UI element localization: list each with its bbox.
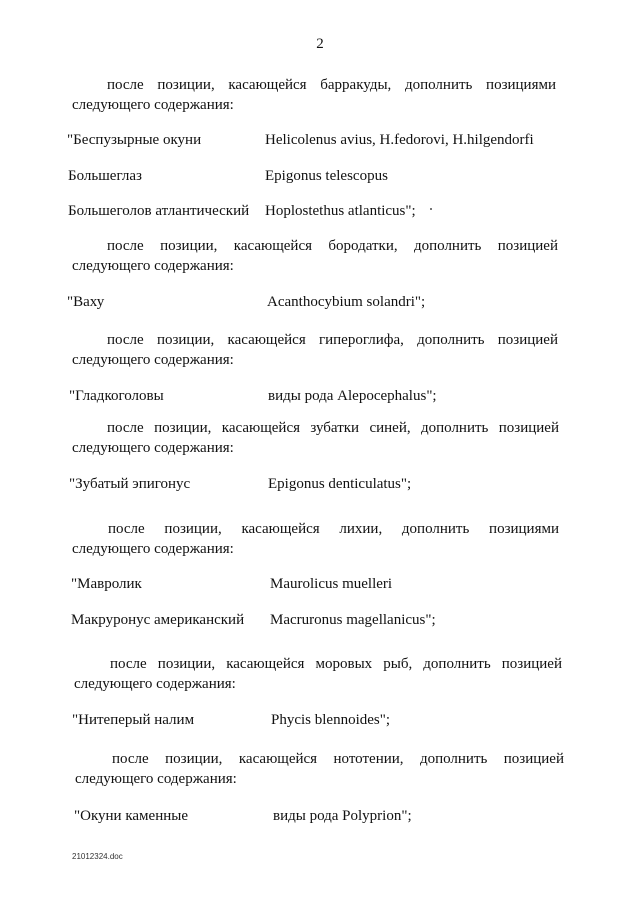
russian-name: "Нитеперый налим — [72, 712, 195, 728]
intro-line: после позиции, касающейся барракуды, дополнить позициями — [107, 77, 556, 93]
intro-line: после позиции, касающейся моровых рыб, дополнить позицией — [110, 656, 562, 672]
latin-name: виды рода Polyprion"; — [273, 808, 412, 824]
latin-name: Acanthocybium solandri"; — [267, 294, 426, 310]
page-number: 2 — [316, 36, 324, 52]
russian-name: "Окуни каменные — [74, 808, 188, 824]
russian-name: Большеглаз — [68, 168, 142, 184]
intro-line: следующего содержания: — [72, 541, 234, 557]
intro-line: следующего содержания: — [72, 440, 234, 456]
russian-name: Макруронус американский — [71, 612, 245, 628]
intro-line: следующего содержания: — [75, 771, 237, 787]
intro-paragraph — [72, 75, 556, 115]
intro-line: после позиции, касающейся нототении, дополнить позицией — [112, 751, 564, 767]
russian-name: "Беспузырные окуни — [67, 132, 202, 148]
intro-paragraph — [72, 330, 558, 370]
file-name-footer: 21012324.doc — [72, 852, 123, 861]
latin-name: Helicolenus avius, H.fedorovi, H.hilgendorfi — [265, 132, 534, 148]
russian-name: "Ваху — [67, 294, 105, 310]
intro-paragraph — [72, 519, 559, 559]
latin-name: Phycis blennoides"; — [271, 712, 391, 728]
russian-name: "Гладкоголовы — [69, 388, 164, 404]
intro-line: после позиции, касающейся бородатки, дополнить позицией — [107, 238, 558, 254]
russian-name: "Мавролик — [71, 576, 142, 592]
intro-line: после позиции, касающейся зубатки синей, дополнить позицией — [107, 420, 559, 436]
intro-line: следующего содержания: — [74, 676, 236, 692]
latin-name: Epigonus telescopus — [265, 168, 388, 184]
intro-line: следующего содержания: — [72, 352, 234, 368]
stray-mark — [430, 208, 432, 210]
russian-name: "Зубатый эпигонус — [69, 476, 191, 492]
latin-name: Hoplostethus atlanticus"; — [265, 203, 416, 219]
intro-line: после позиции, касающейся гипероглифа, дополнить позицией — [107, 332, 558, 348]
intro-line: следующего содержания: — [72, 97, 234, 113]
intro-paragraph — [72, 236, 558, 276]
latin-name: Maurolicus muelleri — [270, 576, 393, 592]
russian-name: Большеголов атлантический — [68, 203, 250, 219]
intro-line: после позиции, касающейся лихии, дополнить позициями — [108, 521, 559, 537]
latin-name: виды рода Alepocephalus"; — [268, 388, 437, 404]
intro-paragraph — [72, 418, 559, 458]
latin-name: Epigonus denticulatus"; — [268, 476, 412, 492]
intro-paragraph — [74, 654, 562, 694]
latin-name: Macruronus magellanicus"; — [270, 612, 436, 628]
intro-line: следующего содержания: — [72, 258, 234, 274]
intro-paragraph — [75, 749, 564, 789]
